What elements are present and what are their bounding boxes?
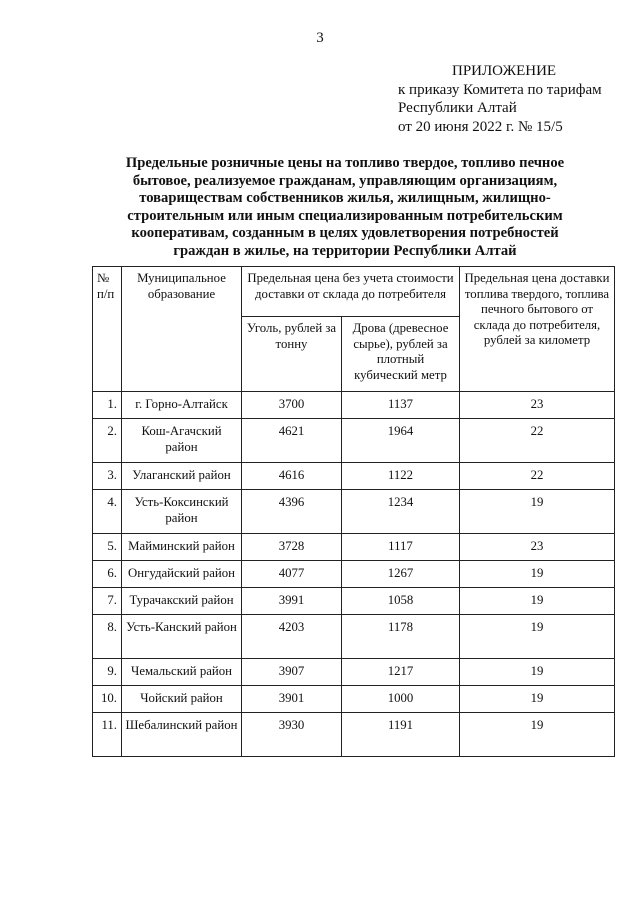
cell-coal: 3991 [242,588,342,615]
cell-delivery: 19 [460,561,615,588]
cell-coal: 3728 [242,534,342,561]
appendix-line: к приказу Комитета по тарифам [398,81,602,98]
cell-number: 10. [93,686,122,713]
table-row [93,561,615,588]
cell-delivery: 23 [460,392,615,419]
page-number: 3 [316,30,324,46]
cell-number: 6. [93,561,122,588]
price-table [92,266,615,757]
cell-number: 5. [93,534,122,561]
header-municipality: Муниципальное образование [122,267,242,392]
cell-municipality: Онгудайский район [122,561,242,588]
cell-firewood: 1217 [342,659,460,686]
appendix-line: Республики Алтай [398,100,517,116]
cell-number: 7. [93,588,122,615]
cell-delivery: 19 [460,615,615,659]
appendix-line: от 20 июня 2022 г. № 15/5 [398,118,563,135]
title-line: товариществам собственников жилья, жилищным, жилищно- [139,190,551,207]
appendix-block [398,62,602,136]
cell-municipality: Турачакский район [122,588,242,615]
cell-coal: 3930 [242,713,342,757]
cell-delivery: 19 [460,686,615,713]
title-line: бытовое, реализуемое гражданам, управляющим организациям, [132,172,558,189]
appendix-heading: ПРИЛОЖЕНИЕ [452,63,557,79]
cell-coal: 4203 [242,615,342,659]
table-row [93,659,615,686]
header-price-group: Предельная цена без учета стоимости доставки от склада до потребителя [242,267,460,317]
cell-number: 4. [93,490,122,534]
cell-firewood: 1964 [342,419,460,463]
cell-number: 8. [93,615,122,659]
cell-municipality: Усть-Канский район [122,615,242,659]
cell-delivery: 19 [460,659,615,686]
cell-delivery: 19 [460,490,615,534]
cell-firewood: 1234 [342,490,460,534]
table-row [93,392,615,419]
cell-firewood: 1058 [342,588,460,615]
header-delivery: Предельная цена доставки топлива твердого, топлива печного бытового от склада до потребителя, рублей за километр [460,267,615,392]
header-firewood: Дрова (древесное сырье), рублей за плотный кубический метр [342,317,460,392]
cell-municipality: Кош-Агачский район [122,419,242,463]
table-row [93,713,615,757]
cell-coal: 3901 [242,686,342,713]
table-row [93,588,615,615]
cell-firewood: 1122 [342,463,460,490]
cell-firewood: 1178 [342,615,460,659]
cell-coal: 4621 [242,419,342,463]
title-line: Предельные розничные цены на топливо твердое, топливо печное [125,155,565,171]
cell-firewood: 1117 [342,534,460,561]
cell-coal: 4396 [242,490,342,534]
cell-coal: 3700 [242,392,342,419]
cell-firewood: 1137 [342,392,460,419]
cell-municipality: Чойский район [122,686,242,713]
cell-municipality: Улаганский район [122,463,242,490]
cell-coal: 4616 [242,463,342,490]
cell-firewood: 1191 [342,713,460,757]
cell-firewood: 1000 [342,686,460,713]
table-row [93,463,615,490]
cell-municipality: Шебалинский район [122,713,242,757]
cell-firewood: 1267 [342,561,460,588]
cell-municipality: г. Горно-Алтайск [122,392,242,419]
cell-coal: 4077 [242,561,342,588]
cell-municipality: Чемальский район [122,659,242,686]
header-number: № п/п [93,267,122,392]
cell-municipality: Майминский район [122,534,242,561]
title-line: строительным или иным специализированным потребительским [127,207,563,224]
table-row [93,686,615,713]
cell-delivery: 19 [460,588,615,615]
cell-delivery: 22 [460,463,615,490]
cell-delivery: 19 [460,713,615,757]
title-line: кооперативам, созданным в целях удовлетворения потребностей [131,225,559,242]
cell-delivery: 22 [460,419,615,463]
cell-municipality: Усть-Коксинский район [122,490,242,534]
table-row [93,534,615,561]
cell-number: 11. [93,713,122,757]
table-row [93,615,615,659]
cell-coal: 3907 [242,659,342,686]
cell-number: 9. [93,659,122,686]
cell-number: 3. [93,463,122,490]
header-coal: Уголь, рублей за тонну [242,317,342,392]
document-title [95,155,595,261]
table-row [93,419,615,463]
cell-delivery: 23 [460,534,615,561]
cell-number: 2. [93,419,122,463]
cell-number: 1. [93,392,122,419]
title-line: граждан в жилье, на территории Республики Алтай [173,242,517,259]
table-row [93,490,615,534]
